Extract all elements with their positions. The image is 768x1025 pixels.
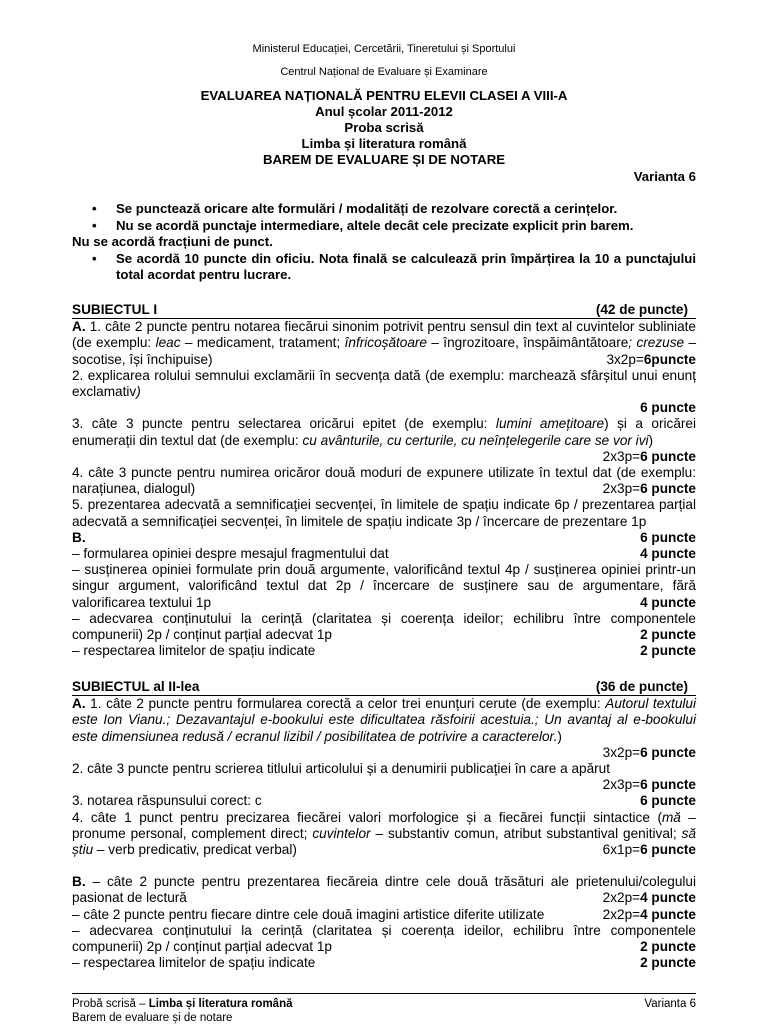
- subject-name: Limba și literatura română: [301, 136, 467, 151]
- page-footer: [72, 997, 696, 1025]
- barem-title: BAREM DE EVALUARE ȘI DE NOTARE: [262, 152, 506, 167]
- subject-2-title: SUBIECTUL al II-lea: [72, 679, 200, 694]
- subject-2-header: [72, 679, 696, 696]
- subject-1-title: SUBIECTUL I: [72, 302, 158, 317]
- s1-item-5: 5. prezentarea adecvată a semnificației secvenței, în limitele de spațiu indicate 6p / prezentarea parțial adecvată a semnificației secvenței, în limitele de spațiu indicate 3p / încercare de prezentare 1p 6 puncte: [72, 497, 696, 545]
- subject-1-points: (42 de puncte): [595, 302, 688, 317]
- s1-item-3: 3. câte 3 puncte pentru selectarea oricărui epitet (de exemplu: lumini amețitoare) și a oricărei enumerații din textul dat (de exemplu: cu avânturile, cu certurile, cu neînțelegerile care se vor ivi) 2x3p=6 puncte: [72, 416, 696, 464]
- school-year: Anul școlar 2011-2012: [315, 104, 453, 119]
- general-rules: [72, 201, 696, 284]
- subject-1-header: [72, 302, 696, 319]
- footer-divider: [72, 993, 696, 994]
- bullet-icon: •: [92, 201, 97, 216]
- s2-item-1: A. 1. câte 2 puncte pentru formularea corectă a celor trei enunțuri cerute (de exemplu: Autorul textului este Ion Vianu.; Dezavantajul e-bookului este dificultatea răsfoirii acestuia.; Un avantaj al e-bookului este dimensiunea redusă / ecranul lizibil / posibilitatea de potrivire a caracterelor.) 3x2p=6 puncte: [72, 696, 696, 760]
- footer-exam-label: Probă scrisă – Limba și literatura română: [72, 998, 293, 1010]
- rule-item: • Se punctează oricare alte formulări / modalități de rezolvare corectă a cerințelor.: [92, 201, 618, 216]
- s2-b-item-4: – respectarea limitelor de spațiu indicate 2 puncte: [72, 955, 696, 971]
- s2-b-item-1: B. – câte 2 puncte pentru prezentarea fiecăreia dintre cele două trăsături ale prietenului/colegului pasionat de lectură 2x2p=4 puncte: [72, 874, 696, 906]
- variant-label: Varianta 6: [633, 169, 696, 184]
- s1-part-b-label: B.: [72, 529, 86, 545]
- s1-b-item-4: – respectarea limitelor de spațiu indicate 2 puncte: [72, 643, 696, 659]
- rule-item: Nu se acordă fracțiuni de punct.: [72, 234, 273, 249]
- s2-item-3: 3. notarea răspunsului corect: c 6 puncte: [72, 793, 696, 809]
- s2-item-4: 4. câte 1 punct pentru precizarea fiecărei valori morfologice și a fiecărei funcții sintactice (mă – pronume personal, complement direct; cuvintelor – substantiv comun, atribut substantival genitival; să știu – verb predicativ, predicat verbal) 6x1p=6 puncte: [72, 809, 696, 858]
- subject-2: [72, 679, 696, 971]
- s2-b-item-3: – adecvarea conținutului la cerință (claritatea și coerența ideilor, echilibru între componentele compunerii) 2p / conținut parțial adecvat 1p 2 puncte: [72, 922, 696, 955]
- ministry-name: Ministerul Educației, Cercetării, Tineretului și Sportului: [252, 43, 516, 55]
- document-titles: [0, 88, 768, 168]
- s2-item-2: 2. câte 3 puncte pentru scrierea titlului articolului și a denumirii publicației în care a apărut 2x3p=6 puncte: [72, 761, 696, 793]
- exam-type: Proba scrisă: [344, 120, 424, 135]
- s1-item-2: 2. explicarea rolului semnului exclamării în secvența dată (de exemplu: marchează sfârșitul unui enunț exclamativ) 6 puncte: [72, 367, 696, 416]
- rule-item: • Se acordă 10 puncte din oficiu. Nota finală se calculează prin împărțirea la 10 a punctajului total acordat pentru lucrare.: [92, 250, 696, 282]
- s2-b-item-2: – câte 2 puncte pentru fiecare dintre cele două imagini artistice diferite utilizate 2x2p=4 puncte: [72, 906, 696, 922]
- s1-b-item-1: – formularea opiniei despre mesajul fragmentului dat 4 puncte: [72, 546, 696, 562]
- footer-variant: Varianta 6: [644, 998, 696, 1010]
- s1-b-item-2: – susținerea opiniei formulate prin două argumente, valorificând textul 4p / susținerea opiniei printr-un singur argument, valorificând textul dat 2p / încercare de susținere sau de argumentare, fără valorificarea textului 1p 4 puncte: [72, 562, 696, 610]
- s1-b-item-3: – adecvarea conținutului la cerință (claritatea și coerența ideilor; echilibru între componentele compunerii) 2p / conținut parțial adecvat 1p 2 puncte: [72, 610, 696, 643]
- exam-title: EVALUAREA NAȚIONALĂ PENTRU ELEVII CLASEI A VIII-A: [200, 88, 568, 103]
- s1-item-1: A. 1. câte 2 puncte pentru notarea fiecărui sinonim potrivit pentru sensul din text al cuvintelor subliniate (de exemplu: leac – medicament, tratament; înfricoșătoare – îngrozitoare, înspăimântătoare; crezuse – socotise, își închipuise) 3x2p=6puncte: [72, 319, 697, 367]
- footer-barem-label: Barem de evaluare și de notare: [72, 1012, 233, 1024]
- rule-item: • Nu se acordă punctaje intermediare, altele decât cele precizate explicit prin barem.: [92, 217, 634, 233]
- subject-2-points: (36 de puncte): [595, 679, 688, 694]
- subject-1: [72, 302, 696, 659]
- center-name: Centrul Național de Evaluare și Examinare: [280, 66, 488, 78]
- s1-item-4: 4. câte 3 puncte pentru numirea oricăror două moduri de expunere utilizate în textul dat (de exemplu: narațiunea, dialogul) 2x3p=6 puncte: [72, 465, 696, 497]
- bullet-icon: •: [92, 217, 97, 233]
- bullet-icon: •: [92, 250, 97, 266]
